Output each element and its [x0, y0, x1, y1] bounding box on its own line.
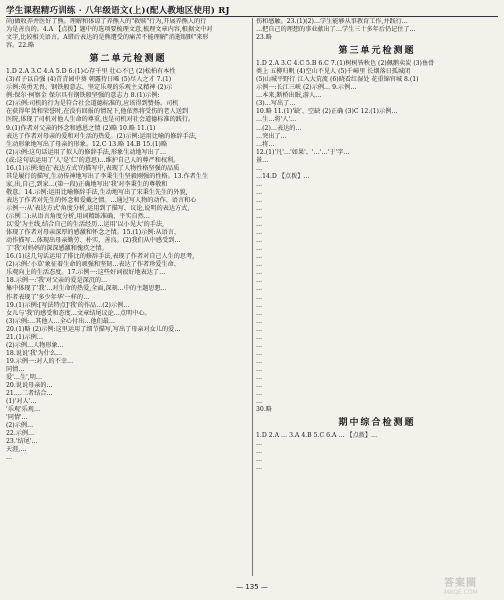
text-line: 表达了作者对先生的怀念和爱戴之情。…通过写人物的动作、语言和心 — [6, 196, 197, 204]
text-line: …(2)…表达的… — [256, 124, 302, 132]
text-line: … — [256, 349, 263, 357]
text-line: … — [256, 341, 263, 349]
text-line: 为是善良的。4.A 【点拨】题中的选项要梳理文意,梳理文章内容,根据文中对 — [6, 26, 213, 34]
text-line: … — [256, 285, 263, 293]
text-line: 1.D 2.A … 3.A 4.B 5.C 6.A … 【点拨】… — [256, 432, 378, 440]
text-line: … — [256, 196, 263, 204]
text-line: 在获得年货和荣誉时,在没有回报的情况下,他依然将受伤的老人送到 — [6, 108, 188, 116]
text-line: 乐观向上的生活态度。17.示例一:这些好词很好地表达了… — [6, 269, 166, 277]
text-line: 天涯,… — [6, 446, 27, 454]
text-line: 集中体现了'我'…对生命的热爱,全面,深刻…中的主题思想… — [6, 285, 167, 293]
text-line: 22.示例… — [6, 430, 35, 438]
text-line: (3)示例:…其他人…全心付出…他们最… — [6, 317, 116, 325]
text-line: …突出了… — [256, 132, 287, 140]
watermark-main: 答案圈 — [444, 578, 477, 589]
text-line: … — [256, 398, 263, 406]
text-line: 景… — [256, 156, 269, 164]
text-line: … — [256, 390, 263, 398]
text-line: …生…将'人'… — [256, 116, 297, 124]
text-line: … — [256, 221, 263, 229]
right-section3-body — [256, 60, 498, 414]
text-line: 16.(1)示例:她在'表达方式'的描写中,表现了人物性格坚强的品质 — [6, 164, 180, 172]
text-line: 爱'…生',明… — [6, 373, 43, 381]
text-line: … — [6, 454, 13, 462]
text-line: … — [256, 245, 263, 253]
text-line: … — [256, 325, 263, 333]
left-section2-body — [6, 68, 250, 462]
text-line: 21.…二者结合… — [6, 390, 53, 398]
text-line: … — [256, 180, 263, 188]
column-divider — [252, 18, 253, 576]
text-line: … — [256, 164, 263, 172]
text-line: … — [256, 277, 263, 285]
left-intro — [6, 18, 250, 50]
text-line: … — [256, 269, 263, 277]
page-header: 学生课程精巧训练 · 八年级语文(上)(配人教地区使用) RJ — [6, 6, 230, 16]
text-line: 示例一:从'表达方式'角度分析,运用到了描写、议论,说明的表达方式, — [6, 204, 190, 212]
text-line: … — [256, 464, 263, 472]
text-line: … — [256, 365, 263, 373]
text-line: 23.'结尾'… — [6, 438, 38, 446]
right-section4-body — [256, 432, 498, 472]
text-line: … — [256, 317, 263, 325]
text-line: (2)示例:'小草'象征着生命的顽强和坚韧…表达了作者珍爱生命、 — [6, 261, 180, 269]
text-line: (示例二):从语言角度分析,用词精练准确、平实自然… — [6, 213, 150, 221]
text-line: (2)示例:司机的行为是符合社会道德标准的,应该得到赞扬。司机 — [6, 100, 179, 108]
text-line: 20.说说母亲的… — [6, 382, 53, 390]
text-line: … — [256, 448, 263, 456]
text-line: … — [256, 261, 263, 269]
left-column — [6, 18, 250, 576]
section-title-unit3: 第三单元检测题 — [338, 46, 416, 57]
text-line: … — [256, 204, 263, 212]
text-line: 示例一:长江三峡 (2)示例… 9.示例… — [256, 84, 357, 92]
section-title-midterm: 期中综合检测题 — [338, 418, 416, 429]
text-line: 表达了作者对母亲的爱和对生活的热爱。(2)示例:运用比喻的修辞手法, — [6, 132, 197, 140]
text-line: 30.略 — [256, 406, 272, 414]
text-line: 例:保尔·柯察金 保尔具有钢铁般坚强的意志力 8.(1)示例: — [6, 92, 160, 100]
text-line: 示例:英勇无畏、钢铁般意志、坚定乐观的乐观主义精神 (2)示 — [6, 84, 173, 92]
text-line: 同情… — [6, 365, 25, 373]
text-line: 16.(1)这几句话运用了排比的修辞手法,表现了作者对自己人生的思考, — [6, 253, 195, 261]
header-rule — [6, 16, 498, 17]
page-number: — 135 — — [236, 583, 268, 591]
section-title-unit2: 第二单元检测题 — [89, 54, 167, 65]
text-line: … — [256, 301, 263, 309]
text-line: 20.(1)略 (2)示例:这里运用了细节描写,写出了母亲对女儿的爱… — [6, 325, 181, 333]
text-line: (2)示例:这句话运用了拟人的修辞手法,形象生动地写出了… — [6, 148, 167, 156]
text-line: … — [256, 333, 263, 341]
text-line: 18.示例一:'我'对父亲的爱是深沉的… — [6, 277, 108, 285]
text-line: … — [256, 373, 263, 381]
text-line: 19.(1)示例:[写法特点]'我'的作品…(2)示例… — [6, 301, 130, 309]
watermark-sub: MXQE.COM — [444, 589, 478, 596]
text-line: 女儿与'我'的感受和态度…文章结尾议论…点明中心。 — [6, 309, 151, 317]
text-line: …本来,断桥出眠,游人… — [256, 92, 322, 100]
text-line: 生动形象地写出了母亲的形象。12.C 13.略 14.B 15.(1)略 — [6, 140, 168, 148]
text-line: … — [256, 440, 263, 448]
right-intro — [256, 18, 498, 42]
text-line: 19.示例一:对人的不幸… — [6, 357, 74, 365]
text-line: …将… — [256, 140, 275, 148]
text-line: (3)…写出了… — [256, 100, 296, 108]
text-line: 文字,比较相关语言。A错后表达的是熊遭受的痛苦不能理解"消逝眼眶"来形 — [6, 34, 209, 42]
text-line: … — [256, 309, 263, 317]
text-line: 9.(1)作者对父亲的怀念和感恩之情 (2)略 10.略 11.(1) — [6, 124, 156, 132]
text-line: 家,出,自己,到家…(第一段)正确地写出'我'对李秉生的尊敬和 — [6, 180, 168, 188]
text-line: (2)示例… — [6, 422, 34, 430]
text-line: … — [256, 456, 263, 464]
text-line: … — [256, 357, 263, 365]
text-line: 伤和感触。23.(1)(2)…学生能够从事教育工作,并践行… — [256, 18, 408, 25]
text-line: '同情'… — [6, 414, 28, 422]
text-line: 作者表现了'多少年华'一样的… — [6, 293, 90, 301]
text-line: 1.D 2.A 3.C 4.A 5.D 6.(1)心存千里 壮心不已 (2)松柏有本性 — [6, 68, 176, 76]
text-line: …14.D 【点拨】… — [256, 172, 310, 180]
text-line: … — [256, 237, 263, 245]
text-line: … — [256, 229, 263, 237]
text-line: 动作描写…体现出母亲勤劳、朴实、善良。(2)我们从中感受到… — [6, 237, 181, 245]
text-line: (2)示例…人物形象… — [6, 341, 64, 349]
text-line: 类上 五柳归帆 (4)空山不见人 (5)千嶂里 长烟落日孤城闭 — [256, 68, 411, 76]
text-line: 尚)做收养并医好了熊。理解和体谅了养熊人的"救赎"行为,开展养熊人的行 — [6, 18, 207, 25]
text-line: '乐观'乐观… — [6, 406, 41, 414]
text-line: … — [256, 188, 263, 196]
text-line: 医院,体现了司机对他人生命的尊重,也是司机对社会道德标准的践行。 — [6, 116, 195, 124]
text-line: 容。22.略 — [6, 42, 35, 50]
text-line: (3)君子以自强 (4)青青园中葵 朝露待日晞 (5)尽人之才 7.(1) — [6, 76, 172, 84]
text-line: 体现了作者对母亲深厚的感激和怀念之情。15.(1)示例:从语言、 — [6, 229, 181, 237]
text-line: 10.略 11.(1)'缺'、空缺 (2)正确 (3)C 12.(1)示例… — [256, 108, 398, 116]
text-line: 其是履行的描写,生动传神地写出了李秉生生坚毅刚强的性格。13.作者生生 — [6, 172, 209, 180]
text-line: 敬意。14.示例:运用比喻修辞手法,生动地写出了宋秉生先生的外貌, — [6, 188, 188, 196]
text-line: … — [256, 293, 263, 301]
text-line: … — [256, 213, 263, 221]
text-line: 12.(1)'凡'…'如果'、'…'…'于'字… — [256, 148, 350, 156]
text-line: 23.略 — [256, 34, 272, 42]
text-line: 以'爱'为主线,结合自己的生活经历…运用'以小见大'的手法, — [6, 221, 165, 229]
watermark-logo — [444, 574, 500, 596]
text-line: 了'我'对妈妈的深深感激和愧疚之情。 — [6, 245, 108, 253]
text-line: 18.说说'我'为什么… — [6, 349, 63, 357]
text-line: 1.D 2.A 3.C 4.C 5.B 6.C 7.(1)树树皆秋色 (2)佩鹅卖炭 (3)鱼骨 — [256, 60, 435, 68]
right-column — [256, 18, 498, 576]
text-line: … — [256, 382, 263, 390]
text-line: (或:这句话运用了'人'是'仁'的意思)…维护自己人的尊严和权利。 — [6, 156, 180, 164]
text-line: 21.(1)示例… — [6, 333, 43, 341]
text-line: (1)'对人'… — [6, 398, 37, 406]
text-line: (5)山城平野行 江入大荒流 (6)晓看红湿处 花重锦官城 8.(1) — [256, 76, 419, 84]
text-line: … — [256, 253, 263, 261]
text-line: …把自己的理想的事业献出了…学生三十多年后仍记住了… — [256, 26, 416, 34]
